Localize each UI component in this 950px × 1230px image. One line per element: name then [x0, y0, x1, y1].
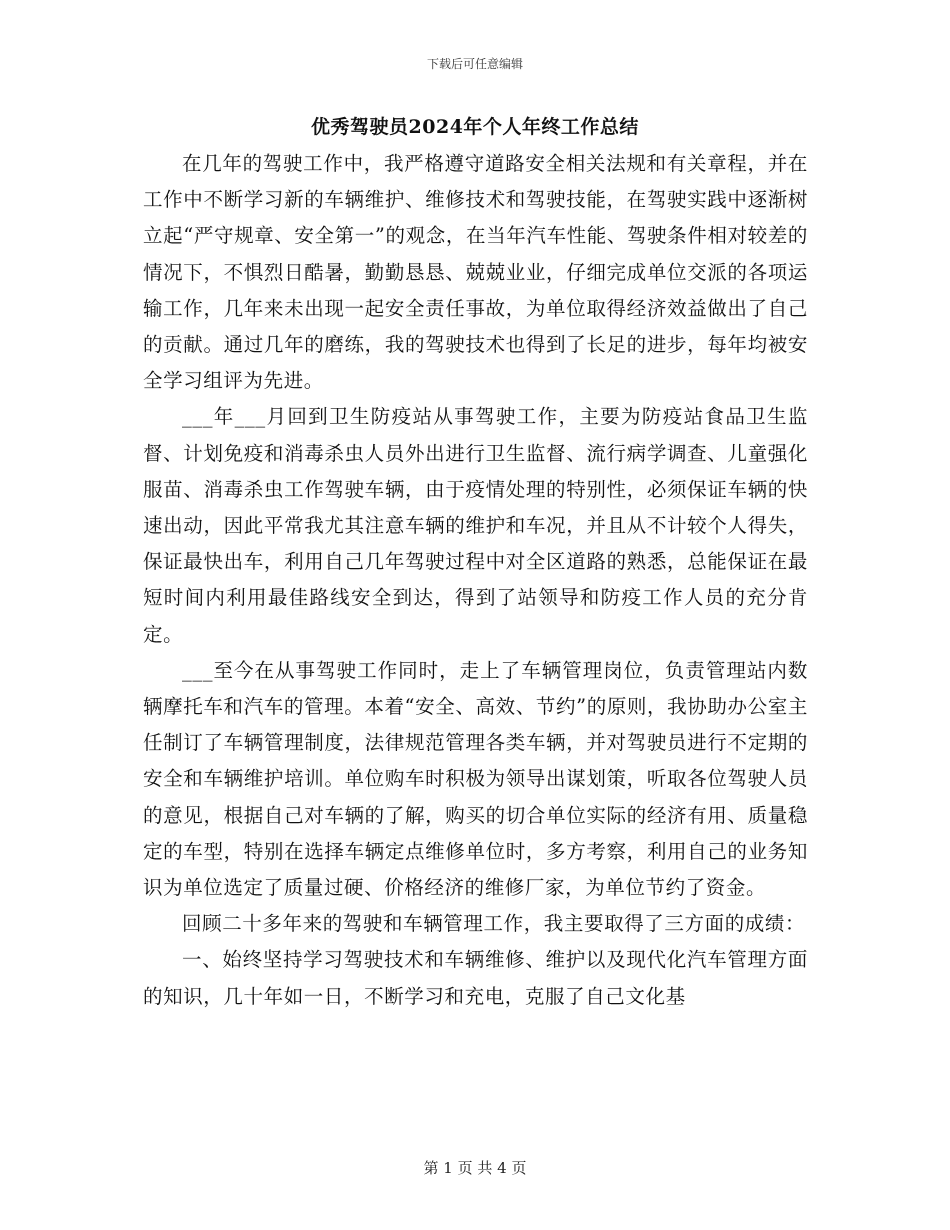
document-body	[143, 146, 808, 1015]
header-note: 下载后可任意编辑	[426, 57, 523, 71]
document-title: 优秀驾驶员2024年个人年终工作总结	[311, 116, 639, 138]
paragraph: ___年___月回到卫生防疫站从事驾驶工作，主要为防疫站食品卫生监督、计划免疫和消毒杀虫人员外出进行卫生监督、流行病学调查、儿童强化服苗、消毒杀虫工作驾驶车辆，由于疫情处理的特别性，必须保证车辆的快速出动，因此平常我尤其注意车辆的维护和车况，并且从不计较个人得失，保证最快出车，利用自己几年驾驶过程中对全区道路的熟悉，总能保证在最短时间内利用最佳路线安全到达，得到了站领导和防疫工作人员的充分肯定。	[143, 405, 808, 646]
paragraph: 一、始终坚持学习驾驶技术和车辆维修、维护以及现代化汽车管理方面的知识，几十年如一日，不断学习和充电，克服了自己文化基	[143, 948, 808, 1008]
paragraph: 在几年的驾驶工作中，我严格遵守道路安全相关法规和有关章程，并在工作中不断学习新的车辆维护、维修技术和驾驶技能，在驾驶实践中逐渐树立起“严守规章、安全第一”的观念，在当年汽车性能、驾驶条件相对较差的情况下，不惧烈日酷暑，勤勤恳恳、兢兢业业，仔细完成单位交派的各项运输工作，几年来未出现一起安全责任事故，为单位取得经济效益做出了自己的贡献。通过几年的磨练，我的驾驶技术也得到了长足的进步，每年均被安全学习组评为先进。	[143, 152, 808, 393]
page-indicator: 第 1 页 共 4 页	[423, 1159, 527, 1177]
paragraph: 回顾二十多年来的驾驶和车辆管理工作，我主要取得了三方面的成绩：	[182, 912, 806, 936]
paragraph: ___至今在从事驾驶工作同时，走上了车辆管理岗位，负责管理站内数辆摩托车和汽车的管理。本着“安全、高效、节约”的原则，我协助办公室主任制订了车辆管理制度，法律规范管理各类车辆，并对驾驶员进行不定期的安全和车辆维护培训。单位购车时积极为领导出谋划策，听取各位驾驶人员的意见，根据自己对车辆的了解，购买的切合单位实际的经济有用、质量稳定的车型，特别在选择车辆定点维修单位时，多方考察，利用自己的业务知识为单位选定了质量过硬、价格经济的维修厂家，为单位节约了资金。	[143, 658, 808, 900]
